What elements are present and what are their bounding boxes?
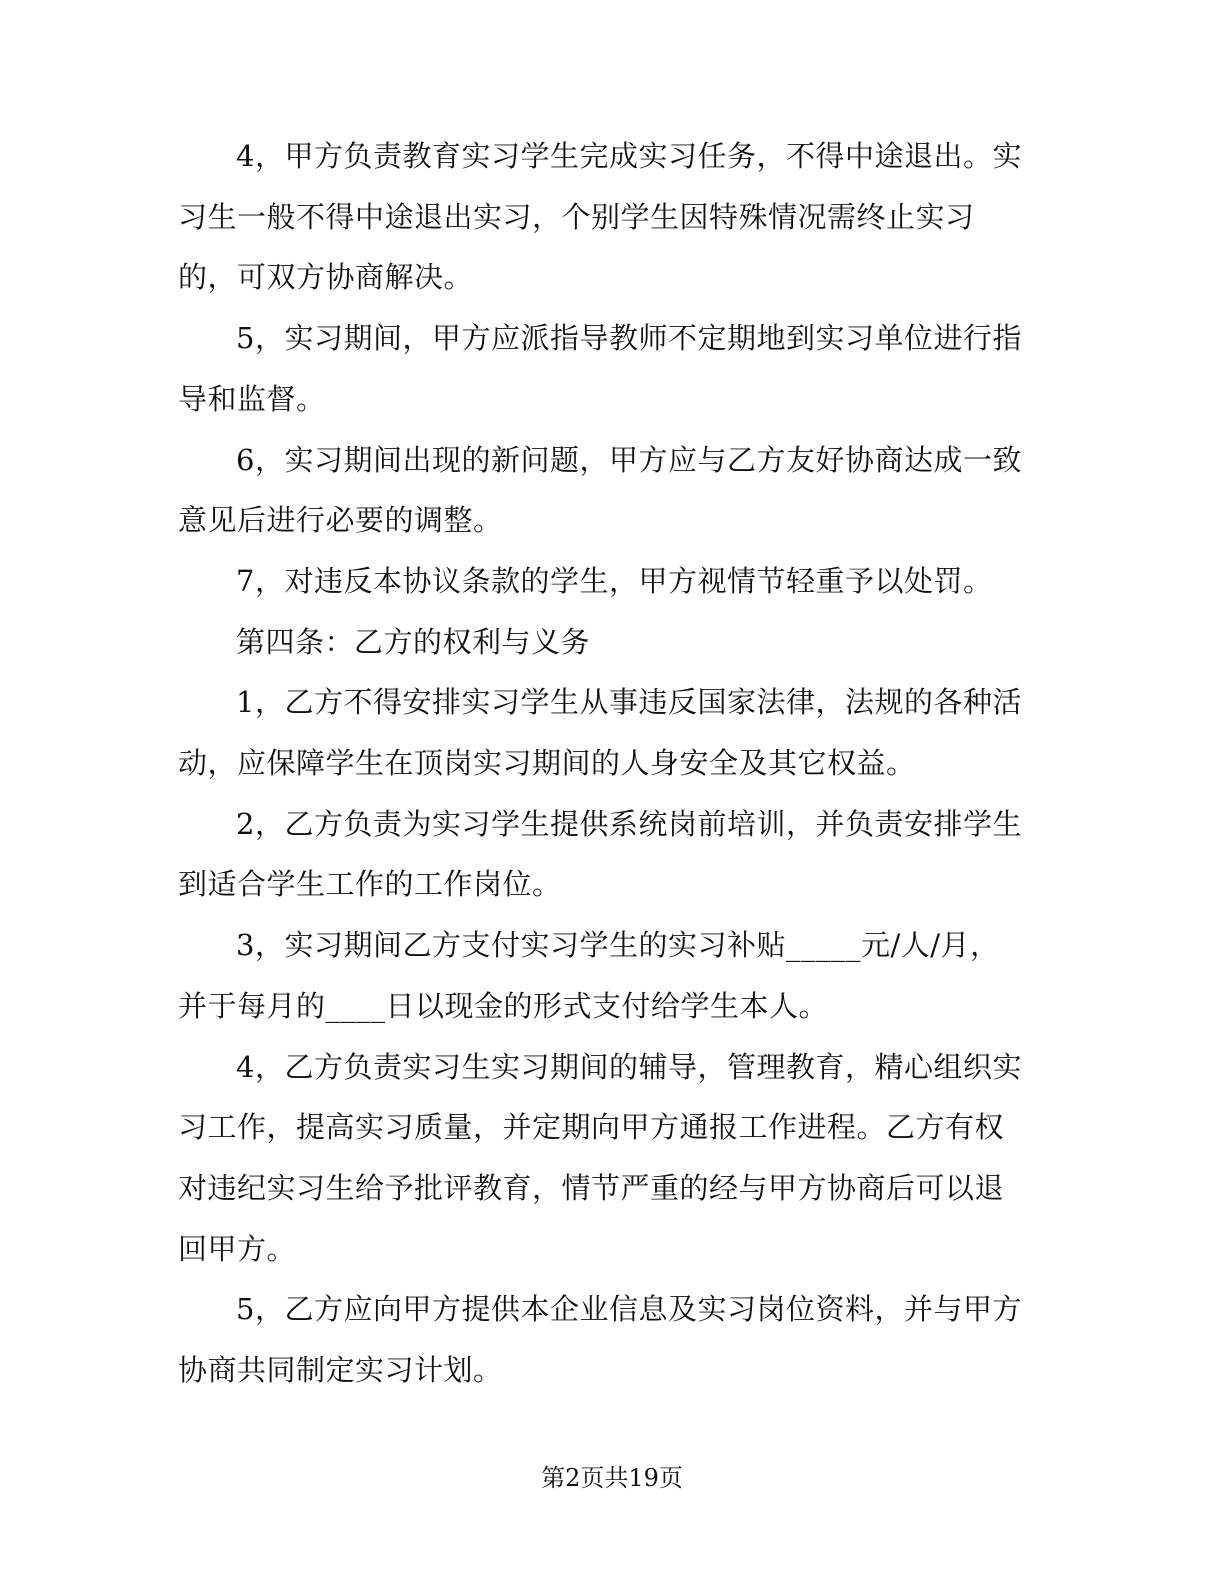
paragraph-clause-4-2: 2，乙方负责为实习学生提供系统岗前培训，并负责安排学生到适合学生工作的工作岗位。: [178, 806, 1022, 902]
paragraph-clause-3-6: 6，实习期间出现的新问题，甲方应与乙方友好协商达成一致意见后进行必要的调整。: [178, 442, 1022, 538]
page-number-footer: 第2页共19页: [541, 1464, 683, 1492]
paragraph-clause-3-4: 4，甲方负责教育实习学生完成实习任务，不得中途退出。实习生一般不得中途退出实习，个别学生因特殊情况需终止实习的，可双方协商解决。: [178, 139, 1022, 295]
paragraph-clause-4-5: 5，乙方应向甲方提供本企业信息及实习岗位资料，并与甲方协商共同制定实习计划。: [178, 1292, 1022, 1388]
document-body: [178, 126, 1028, 1401]
paragraph-clause-4-3: 3，实习期间乙方支付实习学生的实习补贴_____元/人/月，并于每月的____日以现金的形式支付给学生本人。: [178, 928, 1000, 1023]
paragraph-clause-3-7: 7，对违反本协议条款的学生，甲方视情节轻重予以处罚。: [236, 563, 993, 598]
paragraph-clause-3-5: 5，实习期间，甲方应派指导教师不定期地到实习单位进行指导和监督。: [178, 321, 1022, 416]
paragraph-clause-4-4: 4，乙方负责实习生实习期间的辅导，管理教育，精心组织实习工作，提高实习质量，并定期向甲方通报工作进程。乙方有权对违纪实习生给予批评教育，情节严重的经与甲方协商后可以退回甲方。: [178, 1049, 1022, 1266]
paragraph-clause-4-1: 1，乙方不得安排实习学生从事违反国家法律，法规的各种活动，应保障学生在顶岗实习期间的人身安全及其它权益。: [178, 685, 1022, 781]
section-heading-article-4: 第四条：乙方的权利与义务: [236, 624, 591, 659]
